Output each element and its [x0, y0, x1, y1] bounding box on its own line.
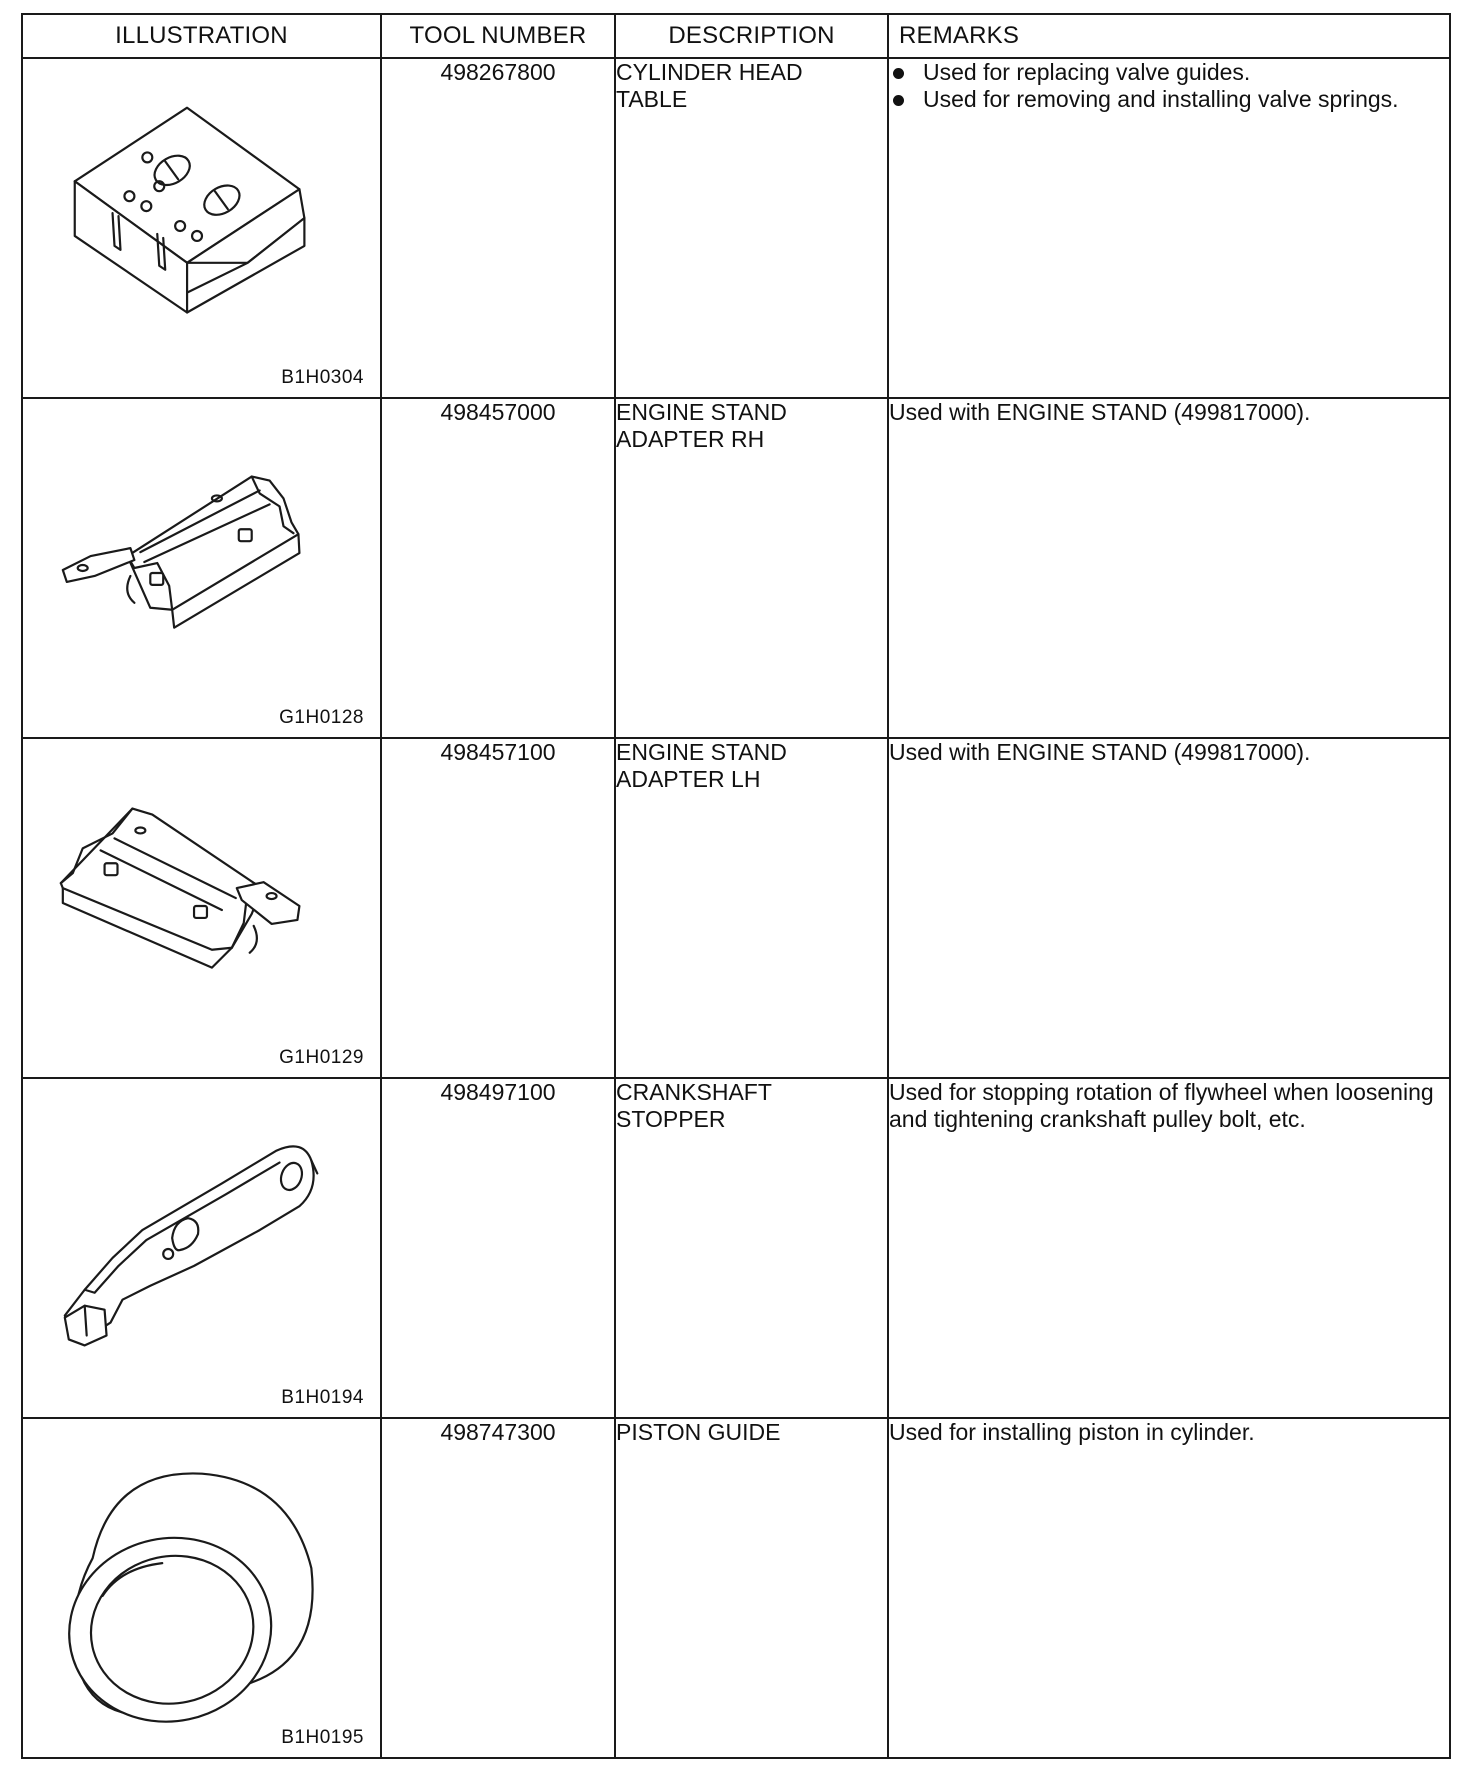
header-description: DESCRIPTION [615, 14, 888, 58]
table-row [22, 398, 1450, 738]
figure-code: B1H0194 [281, 1387, 364, 1408]
tool-number-cell: 498457100 [381, 738, 615, 1078]
description-cell [615, 58, 888, 398]
description-line: ADAPTER RH [616, 426, 765, 452]
illustration-cell [22, 398, 381, 738]
description-cell [615, 738, 888, 1078]
description-line: PISTON GUIDE [616, 1419, 781, 1445]
description-cell [615, 398, 888, 738]
tool-number-cell: 498747300 [381, 1418, 615, 1758]
description-line: TABLE [616, 86, 688, 112]
illustration-cell [22, 58, 381, 398]
remarks-cell [888, 58, 1450, 398]
illustration-cell [22, 1078, 381, 1418]
remarks-list [889, 59, 1449, 113]
header-tool-number: TOOL NUMBER [381, 14, 615, 58]
crankshaft-stopper-icon [23, 1079, 380, 1417]
remarks-cell: Used with ENGINE STAND (499817000). [888, 738, 1450, 1078]
illustration-cell [22, 1418, 381, 1758]
description-line: CRANKSHAFT [616, 1079, 772, 1105]
tool-number-cell: 498497100 [381, 1078, 615, 1418]
special-tools-table [21, 13, 1451, 1759]
illustration-cell [22, 738, 381, 1078]
remarks-cell: Used for stopping rotation of flywheel when loosening and tightening crankshaft pulley bolt, etc. [888, 1078, 1450, 1418]
remarks-cell: Used for installing piston in cylinder. [888, 1418, 1450, 1758]
description-cell [615, 1078, 888, 1418]
engine-stand-adapter-rh-icon [23, 399, 380, 737]
table-row [22, 1078, 1450, 1418]
description-line: STOPPER [616, 1106, 726, 1132]
remark-item: Used for removing and installing valve springs. [889, 86, 1449, 113]
remark-item: Used for replacing valve guides. [889, 59, 1449, 86]
header-remarks: REMARKS [888, 14, 1450, 58]
table-row [22, 1418, 1450, 1758]
table-row [22, 58, 1450, 398]
piston-guide-icon [23, 1419, 380, 1757]
remarks-cell: Used with ENGINE STAND (499817000). [888, 398, 1450, 738]
tool-number-cell: 498457000 [381, 398, 615, 738]
table-header-row [22, 14, 1450, 58]
tool-number-cell: 498267800 [381, 58, 615, 398]
description-cell [615, 1418, 888, 1758]
engine-stand-adapter-lh-icon [23, 739, 380, 1077]
figure-code: G1H0128 [279, 707, 364, 728]
description-line: ENGINE STAND [616, 739, 787, 765]
figure-code: B1H0195 [281, 1727, 364, 1748]
figure-code: B1H0304 [281, 367, 364, 388]
description-line: CYLINDER HEAD [616, 59, 803, 85]
cylinder-head-table-icon [23, 59, 380, 397]
table-row [22, 738, 1450, 1078]
figure-code: G1H0129 [279, 1047, 364, 1068]
description-line: ADAPTER LH [616, 766, 761, 792]
header-illustration: ILLUSTRATION [22, 14, 381, 58]
description-line: ENGINE STAND [616, 399, 787, 425]
